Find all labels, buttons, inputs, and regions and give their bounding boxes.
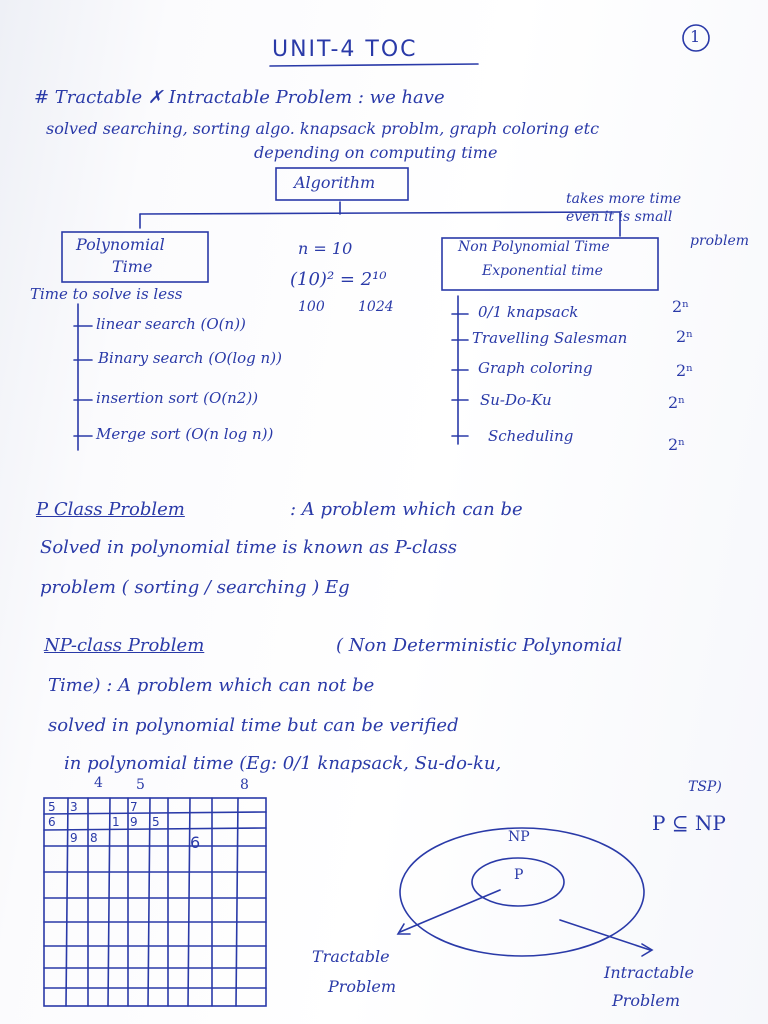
calc-value-2: 1024 xyxy=(358,299,394,315)
intro-line-3: depending on computing time xyxy=(254,143,498,162)
calc-value-1: 100 xyxy=(298,299,325,315)
sudoku-cell: 5 xyxy=(48,800,56,814)
np-class-line-5: TSP) xyxy=(688,779,722,795)
sudoku-cell: 1 xyxy=(112,815,120,829)
intro-line-2: solved searching, sorting algo. knapsack problm, graph coloring etc xyxy=(46,119,600,138)
np-item-5: Scheduling xyxy=(488,427,574,445)
np-box-line-2: Exponential time xyxy=(482,263,603,279)
np-item-4-cost: 2ⁿ xyxy=(668,393,686,412)
sudoku-cell: 7 xyxy=(130,800,138,814)
intro-line-1: # Tractable ✗ Intractable Problem : we have xyxy=(34,87,445,108)
calc-n: n = 10 xyxy=(298,239,353,258)
np-circle xyxy=(400,828,644,956)
poly-item-2: Binary search (O(log n)) xyxy=(98,349,282,367)
np-class-heading: NP-class Problem xyxy=(44,635,205,656)
polynomial-subtitle: Time to solve is less xyxy=(30,285,183,303)
polynomial-box-line-1: Polynomial xyxy=(76,235,165,254)
np-item-1-cost: 2ⁿ xyxy=(672,297,690,316)
p-subset-np: P ⊆ NP xyxy=(652,811,726,835)
np-item-3: Graph coloring xyxy=(478,359,593,377)
p-class-heading: P Class Problem xyxy=(36,499,185,520)
np-item-4: Su-Do-Ku xyxy=(480,391,552,409)
poly-item-3: insertion sort (O(n2)) xyxy=(96,389,259,407)
poly-item-1: linear search (O(n)) xyxy=(96,315,246,333)
right-note-line-2: even it is small xyxy=(566,209,673,225)
venn-p-label: P xyxy=(514,867,524,883)
sudoku-grid xyxy=(44,798,266,1006)
np-class-line-1: ( Non Deterministic Polynomial xyxy=(336,635,623,656)
page-number: 1 xyxy=(690,27,701,46)
calc-equation: (10)² = 2¹⁰ xyxy=(290,269,387,290)
page-title: UNIT-4 TOC xyxy=(272,37,418,62)
polynomial-box-line-2: Time xyxy=(112,257,153,276)
sudoku-cell: 3 xyxy=(70,800,78,814)
poly-item-4: Merge sort (O(n log n)) xyxy=(96,425,274,443)
sudoku-cell: 6 xyxy=(190,833,201,852)
algorithm-label: Algorithm xyxy=(294,173,376,192)
sudoku-label-1: 4 xyxy=(94,775,103,791)
tractable-label-2: Problem xyxy=(328,977,397,996)
tractable-label-1: Tractable xyxy=(312,947,390,966)
sudoku-cell: 9 xyxy=(70,831,78,845)
sudoku-cell: 9 xyxy=(130,815,138,829)
np-class-line-4: in polynomial time (Eg: 0/1 knapsack, Su-do-ku, xyxy=(64,753,502,774)
right-note-line-3: problem xyxy=(690,233,750,249)
sudoku-cell: 6 xyxy=(48,815,56,829)
np-item-2: Travelling Salesman xyxy=(472,329,628,347)
np-item-1: 0/1 knapsack xyxy=(478,303,579,321)
np-item-5-cost: 2ⁿ xyxy=(668,435,686,454)
np-class-line-3: solved in polynomial time but can be verified xyxy=(48,715,459,736)
intractable-label-2: Problem xyxy=(612,991,681,1010)
sudoku-label-2: 5 xyxy=(136,777,145,793)
venn-np-label: NP xyxy=(508,829,530,845)
p-class-line-1: : A problem which can be xyxy=(290,499,523,520)
sudoku-cell: 8 xyxy=(90,831,98,845)
sudoku-cell: 5 xyxy=(152,815,160,829)
np-class-line-2: Time) : A problem which can not be xyxy=(48,675,375,696)
intractable-label-1: Intractable xyxy=(604,963,694,982)
p-class-line-2: Solved in polynomial time is known as P-class xyxy=(40,537,457,558)
right-note-line-1: takes more time xyxy=(566,191,682,207)
np-item-2-cost: 2ⁿ xyxy=(676,327,694,346)
np-item-3-cost: 2ⁿ xyxy=(676,361,694,380)
sudoku-label-3: 8 xyxy=(240,777,249,793)
p-class-line-3: problem ( sorting / searching ) Eg xyxy=(40,577,350,598)
np-box-line-1: Non Polynomial Time xyxy=(458,239,610,255)
